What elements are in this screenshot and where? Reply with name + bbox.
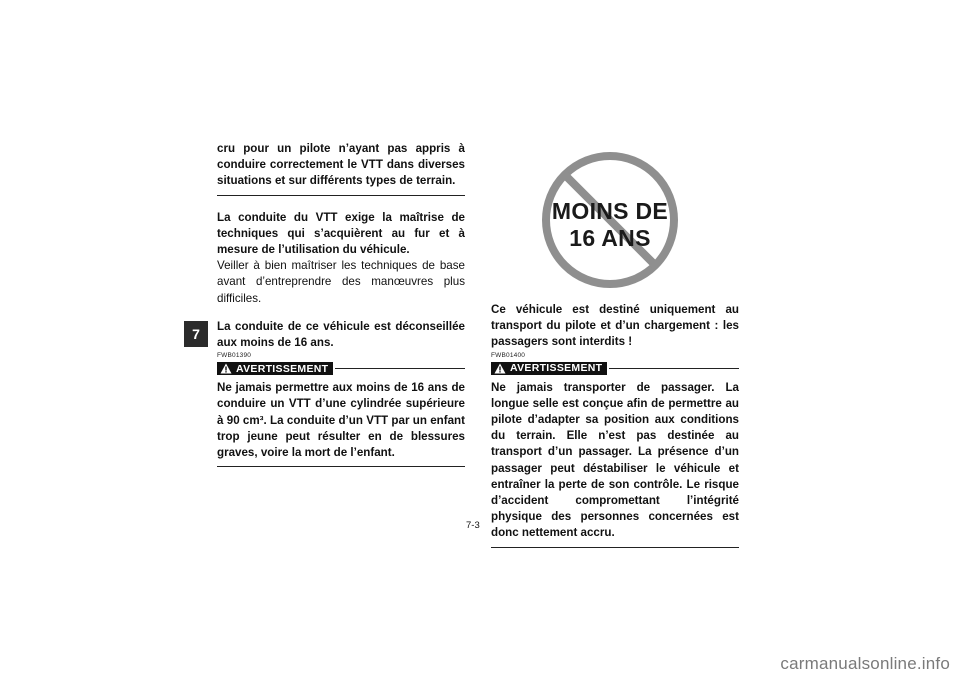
warning-text: Ne jamais transporter de passager. La longue selle est conçue afin de permettre au pilote d’adapter sa position aux conditions du terrain. Elle n’est pas destinée au transport d’un passager. La présence d’un passager peut déstabiliser le véhicule et entraîner la perte de son contrôle. Le risque d’accident compromettant l’intégrité physique des personnes concernées est donc nettement accru. (491, 380, 739, 540)
warning-banner (217, 362, 333, 375)
warning-top-rule (335, 368, 465, 369)
warning-bottom-rule (217, 466, 465, 467)
left-column (217, 141, 465, 467)
reference-code: FWB01390 (217, 352, 252, 360)
right-column (491, 302, 739, 548)
age-prohibition-sign (540, 150, 680, 290)
warning-top-rule (609, 368, 739, 369)
warning-text: Ne jamais permettre aux moins de 16 ans de conduire un VTT d’une cylindrée supérieure à 90 cm³. La conduite d’un VTT par un enfant trop jeune peut résulter en de blessures graves, voire la mort de l’enfant. (217, 381, 465, 460)
section-heading-technique: La conduite du VTT exige la maîtrise de techniques qui s’acquièrent au fur et à mesure de l’utilisation du véhicule. (217, 210, 465, 257)
intro-text: cru pour un pilote n’ayant pas appris à conduire correctement le VTT dans diverses situations et sur différents types de terrain. (217, 142, 465, 188)
warning-label: AVERTISSEMENT (236, 362, 329, 375)
warning-triangle-icon (220, 363, 232, 374)
warning-triangle-icon (494, 363, 506, 374)
warning-bottom-rule (491, 547, 739, 548)
section-heading-age: La conduite de ce véhicule est déconseillée aux moins de 16 ans. (217, 319, 465, 350)
sign-text (540, 198, 680, 252)
sign-line-1: MOINS DE (551, 198, 669, 224)
warning-label: AVERTISSEMENT (510, 362, 603, 375)
section-divider (217, 195, 465, 196)
page-number: 7-3 (466, 520, 480, 531)
chapter-number: 7 (192, 326, 200, 342)
chapter-tab (184, 321, 208, 347)
warning-banner (491, 362, 607, 375)
watermark: carmanualsonline.info (780, 654, 950, 673)
sign-line-2: 16 ANS (569, 225, 651, 251)
reference-code: FWB01400 (491, 351, 526, 359)
section-heading-passenger: Ce véhicule est destiné uniquement au transport du pilote et d’un chargement : les passagers sont interdits ! (491, 303, 739, 349)
section-body-technique: Veiller à bien maîtriser les techniques de base avant d’entreprendre des manœuvres plus difficiles. (217, 259, 465, 305)
